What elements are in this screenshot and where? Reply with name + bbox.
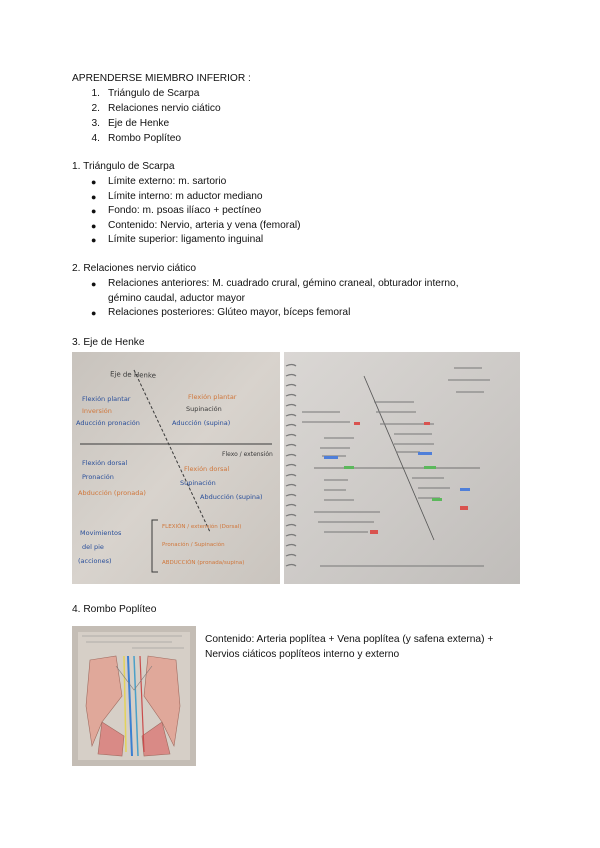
index-number: 4. bbox=[91, 133, 100, 144]
index-number: 3. bbox=[91, 118, 100, 129]
note-line: ABDUCCIÓN (pronada/supina) bbox=[162, 560, 245, 566]
list-item: Fondo: m. psoas ilíaco + pectíneo bbox=[108, 205, 262, 216]
bullet-icon: ● bbox=[91, 192, 97, 202]
section-heading-scarpa: 1. Triángulo de Scarpa bbox=[72, 161, 175, 172]
index-number: 1. bbox=[91, 88, 100, 99]
bullet-icon: ● bbox=[91, 308, 97, 318]
index-item: Eje de Henke bbox=[108, 118, 170, 129]
popliteal-sketch bbox=[72, 626, 196, 766]
note-line: Abducción (pronada) bbox=[78, 489, 146, 497]
henke-notes-photo-right bbox=[284, 352, 520, 584]
bullet-icon: ● bbox=[91, 235, 97, 245]
bullet-icon: ● bbox=[91, 279, 97, 289]
list-item: Relaciones anteriores: M. cuadrado crural, gémino craneal, obturador interno, bbox=[108, 278, 459, 289]
note-line: Pronación / Supinación bbox=[162, 542, 225, 548]
bullet-icon: ● bbox=[91, 221, 97, 231]
note-line: Abducción (supina) bbox=[200, 493, 263, 501]
page-title: APRENDERSE MIEMBRO INFERIOR : bbox=[72, 73, 251, 84]
list-item-continuation: gémino caudal, aductor mayor bbox=[108, 293, 246, 304]
note-line: Flexo / extensión bbox=[222, 451, 273, 458]
note-line: (acciones) bbox=[78, 557, 112, 565]
note-line: Movimientos bbox=[80, 529, 122, 537]
note-line: Flexión plantar bbox=[82, 395, 131, 403]
note-line: del pie bbox=[82, 543, 104, 551]
bullet-icon: ● bbox=[91, 177, 97, 187]
index-number: 2. bbox=[91, 103, 100, 114]
index-item: Triángulo de Scarpa bbox=[108, 88, 200, 99]
note-line: Aducción (supina) bbox=[172, 419, 231, 427]
note-line: Supinación bbox=[186, 405, 222, 413]
note-line: Inversión bbox=[82, 407, 112, 415]
note-line: Flexión plantar bbox=[188, 393, 237, 401]
index-item: Relaciones nervio ciático bbox=[108, 103, 221, 114]
axis-label: Eje de Henke bbox=[109, 370, 157, 380]
popliteal-rhombus-photo bbox=[72, 626, 196, 766]
note-line: Flexión dorsal bbox=[184, 465, 230, 473]
henke-notes-photo-left bbox=[72, 352, 280, 584]
section-heading-popliteo: 4. Rombo Poplíteo bbox=[72, 604, 157, 615]
note-line: Supinación bbox=[180, 479, 216, 487]
list-item: Contenido: Nervio, arteria y vena (femoral) bbox=[108, 220, 301, 231]
section-heading-ciatico: 2. Relaciones nervio ciático bbox=[72, 263, 197, 274]
popliteal-content-continuation: Nervios ciáticos poplíteos interno y externo bbox=[205, 649, 400, 660]
notebook-sketch bbox=[284, 352, 520, 584]
note-line: Flexión dorsal bbox=[82, 459, 128, 467]
bullet-icon: ● bbox=[91, 206, 97, 216]
note-line: FLEXIÓN / extensión (Dorsal) bbox=[162, 524, 242, 530]
note-line: Pronación bbox=[82, 473, 114, 481]
popliteal-content: Contenido: Arteria poplítea + Vena poplítea (y safena externa) + bbox=[205, 634, 494, 645]
list-item: Límite externo: m. sartorio bbox=[108, 176, 227, 187]
section-heading-henke: 3. Eje de Henke bbox=[72, 337, 145, 348]
list-item: Límite superior: ligamento inguinal bbox=[108, 234, 264, 245]
note-line: Aducción pronación bbox=[76, 419, 140, 427]
list-item: Relaciones posteriores: Glúteo mayor, bíceps femoral bbox=[108, 307, 351, 318]
index-item: Rombo Poplíteo bbox=[108, 133, 182, 144]
list-item: Límite interno: m aductor mediano bbox=[108, 191, 263, 202]
